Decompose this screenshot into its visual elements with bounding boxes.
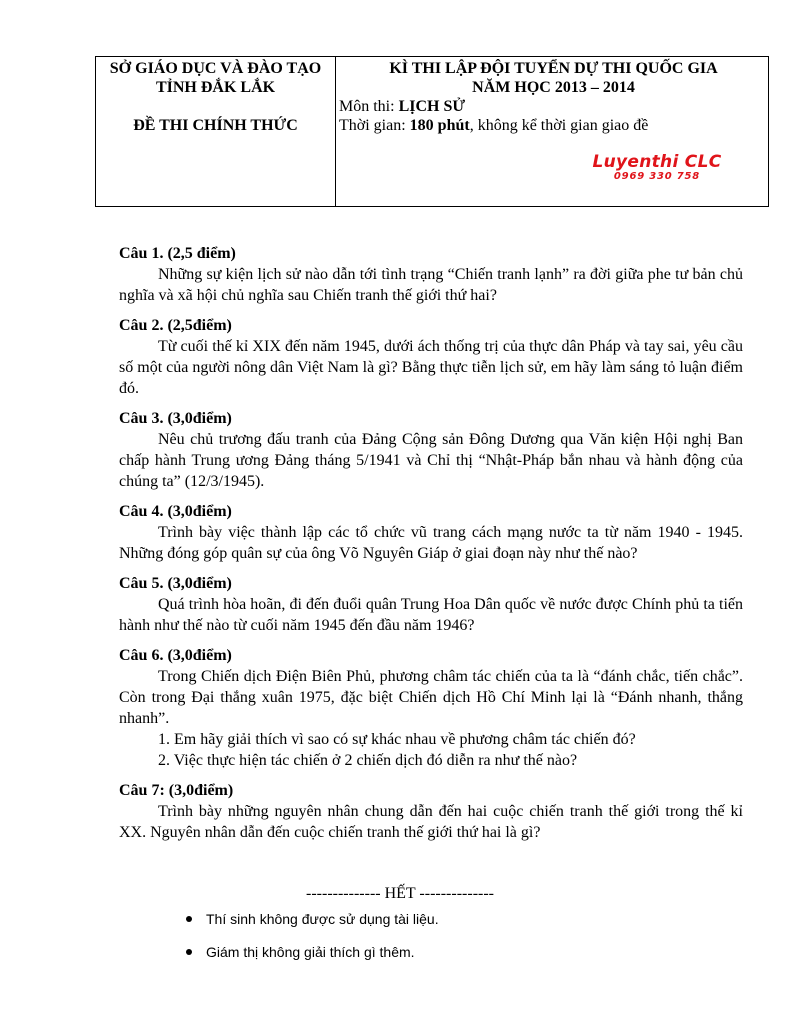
note-text: Giám thị không giải thích gì thêm.	[206, 943, 415, 960]
question-title: Câu 6. (3,0điểm)	[119, 647, 232, 664]
exam-title: KÌ THI LẬP ĐỘI TUYỂN DỰ THI QUỐC GIA	[389, 60, 718, 77]
question-body: Nêu chủ trương đấu tranh của Đảng Cộng sản Đông Dương qua Văn kiện Hội nghị Ban chấp hành Trung ương Đảng tháng 5/1941 và Chỉ thị “Nhật-Pháp bắn nhau và hành động của chúng ta” (12/3/1945).	[119, 431, 743, 490]
question-body: Trình bày những nguyên nhân chung dẫn đến hai cuộc chiến tranh thế giới trong thế kỉ XX. Nguyên nhân dẫn đến cuộc chiến tranh thế giới thứ hai là gì?	[119, 803, 743, 841]
note-text: Thí sinh không được sử dụng tài liệu.	[206, 910, 439, 927]
question-7	[119, 780, 743, 843]
question-5	[119, 573, 743, 636]
time-note: , không kể thời gian giao đề	[469, 117, 649, 134]
question-body: Quá trình hòa hoãn, đi đến đuổi quân Trung Hoa Dân quốc về nước được Chính phủ ta tiến hành như thế nào từ cuối năm 1945 đến đầu năm 1946?	[119, 596, 743, 634]
note-item	[186, 908, 439, 929]
header-right-cell	[336, 57, 768, 206]
notes-list	[186, 908, 439, 974]
stamp-phone: 0969 330 758	[613, 171, 701, 182]
question-title: Câu 3. (3,0điểm)	[119, 410, 232, 427]
time-value: 180 phút	[409, 117, 470, 134]
questions-list	[119, 243, 743, 852]
bullet-icon	[186, 949, 192, 955]
question-title: Câu 2. (2,5điểm)	[119, 317, 232, 334]
question-body: Từ cuối thế kỉ XIX đến năm 1945, dưới ách thống trị của thực dân Pháp và tay sai, yêu cầu số một của người nông dân Việt Nam là gì? Bằng thực tiễn lịch sử, em hãy làm sáng tỏ luận điểm đó.	[119, 338, 743, 397]
subject-row	[339, 97, 768, 116]
question-1	[119, 243, 743, 306]
time-label: Thời gian:	[339, 117, 410, 134]
question-3	[119, 408, 743, 492]
question-body: Trong Chiến dịch Điện Biên Phủ, phương châm tác chiến của ta là “đánh chắc, tiến chắc”. Còn trong Đại thắng xuân 1975, đặc biệt Chiến dịch Hồ Chí Minh lại là “Đánh nhanh, thắng nhanh”.	[119, 668, 743, 727]
subject-label: Môn thi:	[339, 98, 399, 115]
subject-value: LỊCH SỬ	[398, 98, 466, 115]
question-title: Câu 7: (3,0điểm)	[119, 782, 234, 799]
question-title: Câu 4. (3,0điểm)	[119, 503, 232, 520]
exam-header-table	[95, 56, 769, 207]
question-subitem-1: 1. Em hãy giải thích vì sao có sự khác nhau về phương châm tác chiến đó?	[158, 731, 636, 748]
school-year: NĂM HỌC 2013 – 2014	[472, 79, 635, 96]
question-title: Câu 5. (3,0điểm)	[119, 575, 232, 592]
question-6	[119, 645, 743, 771]
header-left-cell	[96, 57, 336, 206]
watermark-stamp	[582, 153, 732, 182]
question-4	[119, 501, 743, 564]
question-body: Những sự kiện lịch sử nào dẫn tới tình trạng “Chiến tranh lạnh” ra đời giữa phe tư bản chủ nghĩa và xã hội chủ nghĩa sau Chiến tranh thế giới thứ hai?	[119, 266, 743, 304]
official-exam-label: ĐỀ THI CHÍNH THỨC	[133, 117, 298, 134]
province-name: TỈNH ĐẮK LẮK	[155, 79, 276, 96]
department-name: SỞ GIÁO DỤC VÀ ĐÀO TẠO	[109, 60, 322, 77]
note-item	[186, 941, 439, 962]
question-title: Câu 1. (2,5 điểm)	[119, 245, 236, 262]
stamp-name: Luyenthi CLC	[592, 152, 722, 172]
question-subitem-2: 2. Việc thực hiện tác chiến ở 2 chiến dịch đó diễn ra như thế nào?	[158, 752, 578, 769]
time-row	[339, 116, 768, 135]
end-marker: -------------- HẾT --------------	[306, 885, 494, 902]
bullet-icon	[186, 916, 192, 922]
question-2	[119, 315, 743, 399]
question-body: Trình bày việc thành lập các tổ chức vũ trang cách mạng nước ta từ năm 1940 - 1945. Những đóng góp quân sự của ông Võ Nguyên Giáp ở giai đoạn này như thế nào?	[119, 524, 743, 562]
